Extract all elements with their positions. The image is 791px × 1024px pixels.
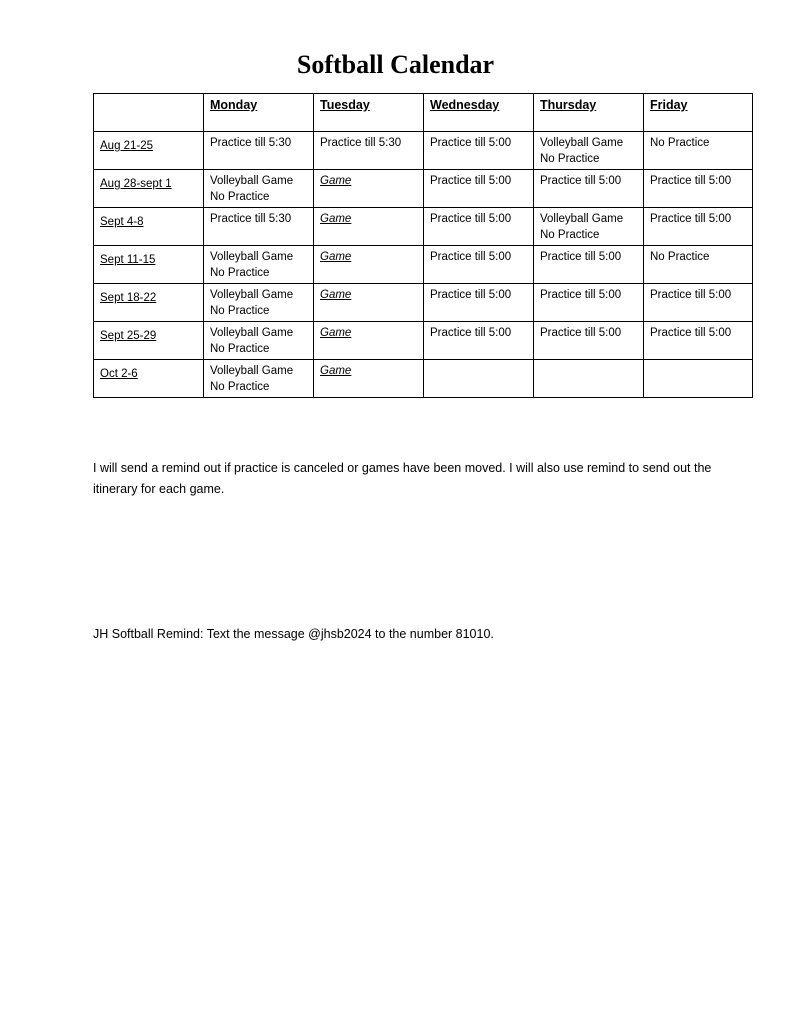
schedule-cell-thursday [534,322,644,360]
schedule-entry: Volleyball Game [210,251,294,263]
schedule-cell-friday [644,360,753,398]
schedule-entry: Practice till 5:00 [650,327,732,339]
week-label: Sept 25-29 [94,322,204,360]
schedule-entry: No Practice [650,251,710,263]
schedule-entry: Practice till 5:00 [430,175,512,187]
week-label: Sept 18-22 [94,284,204,322]
schedule-entry: Game [320,251,352,263]
schedule-cell-tuesday [314,208,424,246]
schedule-cell-thursday [534,170,644,208]
schedule-cell-wednesday [424,132,534,170]
schedule-cell-wednesday [424,284,534,322]
softball-schedule-table [93,93,753,398]
table-header-row [94,94,753,132]
schedule-entry: Game [320,289,352,301]
schedule-entry: No Practice [210,191,270,203]
schedule-cell-friday [644,246,753,284]
schedule-entry: No Practice [210,267,270,279]
schedule-entry: Volleyball Game [210,327,294,339]
table-row [94,246,753,284]
schedule-entry: Practice till 5:00 [650,175,732,187]
schedule-cell-tuesday [314,284,424,322]
schedule-cell-monday [204,246,314,284]
column-header-tuesday: Tuesday [314,94,424,132]
schedule-entry: Practice till 5:30 [320,137,402,149]
schedule-entry: No Practice [210,381,270,393]
column-header-week [94,94,204,132]
schedule-cell-tuesday [314,132,424,170]
schedule-entry: Game [320,327,352,339]
schedule-entry: Volleyball Game [210,175,294,187]
schedule-entry: No Practice [540,153,600,165]
column-header-wednesday: Wednesday [424,94,534,132]
schedule-entry: Practice till 5:00 [430,251,512,263]
page-title: Softball Calendar [296,50,495,79]
table-row [94,132,753,170]
schedule-entry: Practice till 5:00 [540,175,622,187]
schedule-entry: Game [320,213,352,225]
schedule-entry: Practice till 5:00 [540,289,622,301]
schedule-body [94,132,753,398]
schedule-entry: No Practice [210,343,270,355]
table-row [94,284,753,322]
table-row [94,170,753,208]
schedule-cell-wednesday [424,322,534,360]
schedule-entry: No Practice [210,305,270,317]
schedule-cell-monday [204,284,314,322]
table-row [94,360,753,398]
week-label: Aug 28-sept 1 [94,170,204,208]
column-header-friday: Friday [644,94,753,132]
schedule-entry: Volleyball Game [540,213,624,225]
schedule-entry: No Practice [650,137,710,149]
schedule-entry: Volleyball Game [210,365,294,377]
schedule-entry: Practice till 5:00 [430,137,512,149]
schedule-entry: Practice till 5:00 [540,327,622,339]
schedule-cell-thursday [534,132,644,170]
schedule-cell-wednesday [424,208,534,246]
schedule-cell-friday [644,132,753,170]
schedule-entry: Practice till 5:00 [430,289,512,301]
schedule-entry: Practice till 5:30 [210,213,292,225]
schedule-entry: Game [320,365,352,377]
remind-info-note: I will send a remind out if practice is canceled or games have been moved. I will also use remind to send out the itinerary for each game. [93,461,712,496]
week-label: Oct 2-6 [94,360,204,398]
week-label: Aug 21-25 [94,132,204,170]
schedule-cell-tuesday [314,322,424,360]
schedule-cell-monday [204,360,314,398]
schedule-entry: Volleyball Game [540,137,624,149]
schedule-cell-friday [644,322,753,360]
remind-code-note: JH Softball Remind: Text the message @jhsb2024 to the number 81010. [93,627,494,641]
schedule-cell-wednesday [424,246,534,284]
schedule-entry: No Practice [540,229,600,241]
schedule-cell-wednesday [424,170,534,208]
column-header-thursday: Thursday [534,94,644,132]
schedule-cell-tuesday [314,246,424,284]
schedule-cell-thursday [534,360,644,398]
week-label: Sept 4-8 [94,208,204,246]
schedule-cell-monday [204,208,314,246]
schedule-entry: Game [320,175,352,187]
schedule-entry: Volleyball Game [210,289,294,301]
schedule-entry: Practice till 5:00 [650,289,732,301]
schedule-cell-thursday [534,284,644,322]
schedule-entry: Practice till 5:00 [430,327,512,339]
schedule-cell-thursday [534,208,644,246]
schedule-cell-friday [644,170,753,208]
schedule-entry: Practice till 5:00 [540,251,622,263]
schedule-entry: Practice till 5:00 [430,213,512,225]
schedule-cell-tuesday [314,170,424,208]
schedule-cell-wednesday [424,360,534,398]
table-row [94,208,753,246]
schedule-cell-monday [204,322,314,360]
schedule-cell-monday [204,170,314,208]
week-label: Sept 11-15 [94,246,204,284]
schedule-cell-monday [204,132,314,170]
table-row [94,322,753,360]
schedule-entry: Practice till 5:30 [210,137,292,149]
schedule-cell-tuesday [314,360,424,398]
column-header-monday: Monday [204,94,314,132]
schedule-cell-friday [644,208,753,246]
schedule-cell-friday [644,284,753,322]
schedule-entry: Practice till 5:00 [650,213,732,225]
schedule-cell-thursday [534,246,644,284]
